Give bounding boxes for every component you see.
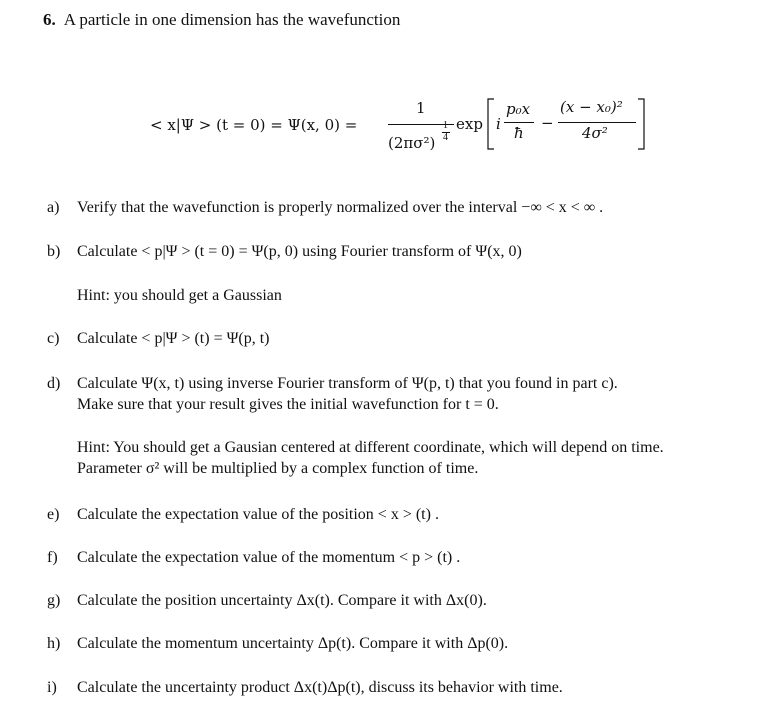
term2-numerator: (x − x₀)²: [560, 98, 623, 116]
part-letter: b): [47, 243, 61, 260]
right-bracket: [636, 98, 646, 150]
term1-denominator: ħ: [514, 124, 524, 142]
part-letter: h): [47, 635, 61, 652]
part-text: Verify that the wavefunction is properly normalized over the interval −∞ < x < ∞ .: [77, 199, 604, 216]
part-text: Calculate the momentum uncertainty Δp(t). Compare it with Δp(0).: [77, 635, 509, 652]
part-text: Calculate the position uncertainty Δx(t). Compare it with Δx(0).: [77, 592, 487, 609]
part-text: Calculate the expectation value of the momentum < p > (t) .: [77, 549, 461, 566]
part-text: Calculate < p|Ψ > (t) = Ψ(p, t): [77, 330, 270, 347]
left-bracket: [486, 98, 496, 150]
term1-numerator: p₀x: [506, 100, 531, 118]
problem-number: 6.: [43, 10, 56, 29]
minus-sign: −: [541, 114, 554, 132]
equation-lhs: < x|Ψ > (t = 0) = Ψ(x, 0) =: [150, 116, 358, 134]
part-text: Calculate < p|Ψ > (t = 0) = Ψ(p, 0) using Fourier transform of Ψ(x, 0): [77, 243, 522, 260]
part-letter: d): [47, 375, 61, 392]
part-d-line2: Make sure that your result gives the initial wavefunction for t = 0.: [77, 396, 499, 413]
part-letter: i): [47, 679, 57, 696]
part-d-hint-line1: Hint: You should get a Gausian centered at different coordinate, which will depend on time.: [77, 439, 664, 456]
part-b-hint: Hint: you should get a Gaussian: [77, 287, 282, 304]
term2-bar: [558, 122, 636, 123]
part-d-hint-line2: Parameter σ² will be multiplied by a complex function of time.: [77, 460, 479, 477]
term1-bar: [504, 122, 534, 123]
part-text: Calculate the uncertainty product Δx(t)Δp(t), discuss its behavior with time.: [77, 679, 563, 696]
exponent-denominator: 4: [443, 132, 448, 143]
fraction-numerator: 1: [416, 99, 426, 117]
part-letter: a): [47, 199, 60, 216]
problem-heading: [43, 10, 400, 30]
part-letter: g): [47, 592, 61, 609]
part-text: Calculate the expectation value of the position < x > (t) .: [77, 506, 439, 523]
part-letter: f): [47, 549, 58, 566]
exponent-numerator: 1: [443, 120, 448, 131]
problem-statement: A particle in one dimension has the wavefunction: [63, 10, 401, 29]
term2-denominator: 4σ²: [582, 124, 608, 142]
fraction-denominator: (2πσ²): [388, 134, 436, 152]
part-text: Calculate Ψ(x, t) using inverse Fourier transform of Ψ(p, t) that you found in part c).: [77, 375, 618, 392]
exp-function: exp: [456, 115, 483, 133]
part-letter: c): [47, 330, 60, 347]
imaginary-unit: i: [496, 115, 501, 133]
part-letter: e): [47, 506, 60, 523]
